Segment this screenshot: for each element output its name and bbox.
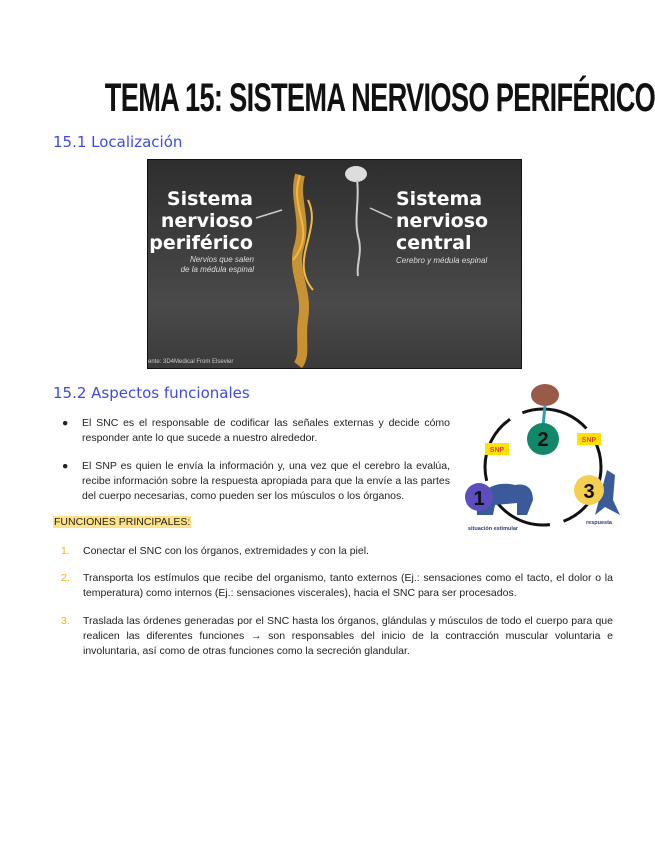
label-stimulus: situación estimular: [467, 526, 519, 532]
step-1-number: 1: [473, 488, 485, 510]
function-text: Conectar el SNC con los órganos, extremidades y con la piel.: [83, 545, 369, 557]
nervous-system-figure: [147, 159, 522, 369]
bullet-text: El SNC es el responsable de codificar las señales externas y decide cómo responder ante lo que sucede a nuestro alrededor.: [82, 417, 450, 444]
page-title: TEMA 15: SISTEMA NERVIOSO PERIFÉRICO: [104, 76, 655, 120]
section-heading-localizacion: 15.1 Localización: [53, 133, 183, 151]
figure-right-title: [396, 188, 488, 254]
text: periférico: [149, 232, 253, 254]
bullet-item: [62, 459, 450, 504]
label-response: respuesta: [586, 520, 612, 526]
function-text: Transporta los estímulos que recibe del organismo, tanto externos (Ej.: sensaciones como el tacto, el dolor o la temperatura) como internos (Ej.: sensaciones viscerales), hacia el SNC para ser procesados.: [83, 572, 613, 599]
function-item: [61, 571, 613, 601]
text: Nervios que salen: [189, 255, 254, 264]
list-number: 1.: [61, 545, 70, 557]
function-text: Traslada las órdenes generadas por el SNC hasta los órganos, glándulas y músculos de todo el cuerpo para que realicen las diferentes funciones → son responsables del inicio de la contracción muscular voluntaria e involuntaria, así como de otras funciones como la secreción glandular.: [83, 615, 613, 657]
function-item: [61, 544, 613, 559]
brain-icon: [531, 384, 559, 406]
snp-tag: SNP: [489, 447, 505, 454]
figure-right-subtitle: Cerebro y médula espinal: [396, 256, 488, 265]
snp-tag: SNP: [581, 437, 597, 444]
text: nervioso: [160, 210, 253, 232]
text: Sistema: [396, 188, 483, 210]
text: Sistema: [166, 188, 253, 210]
list-number: 3.: [61, 615, 70, 627]
text: nervioso: [396, 210, 489, 232]
step-2-number: 2: [537, 429, 549, 451]
text: de la médula espinal: [180, 265, 254, 274]
bullet-icon: ●: [62, 460, 69, 472]
snp-cycle-diagram: [455, 375, 630, 540]
bullet-text: El SNP es quien le envía la información y, una vez que el cerebro la evalúa, recibe información sobre la respuesta apropiada para que la envíe a las partes del cuerpo necesarias, como pueden ser los músculos o los órganos.: [82, 460, 450, 502]
figure-credit: ente: 3D4Medical From Elsevier: [148, 359, 234, 365]
step-3-number: 3: [583, 481, 595, 503]
bullet-icon: ●: [62, 417, 69, 429]
function-item: [61, 614, 613, 659]
funciones-label: FUNCIONES PRINCIPALES:: [54, 516, 191, 528]
text: central: [396, 232, 472, 254]
bullet-item: [62, 416, 450, 446]
list-number: 2.: [61, 572, 70, 584]
section-heading-aspectos: 15.2 Aspectos funcionales: [53, 384, 250, 402]
